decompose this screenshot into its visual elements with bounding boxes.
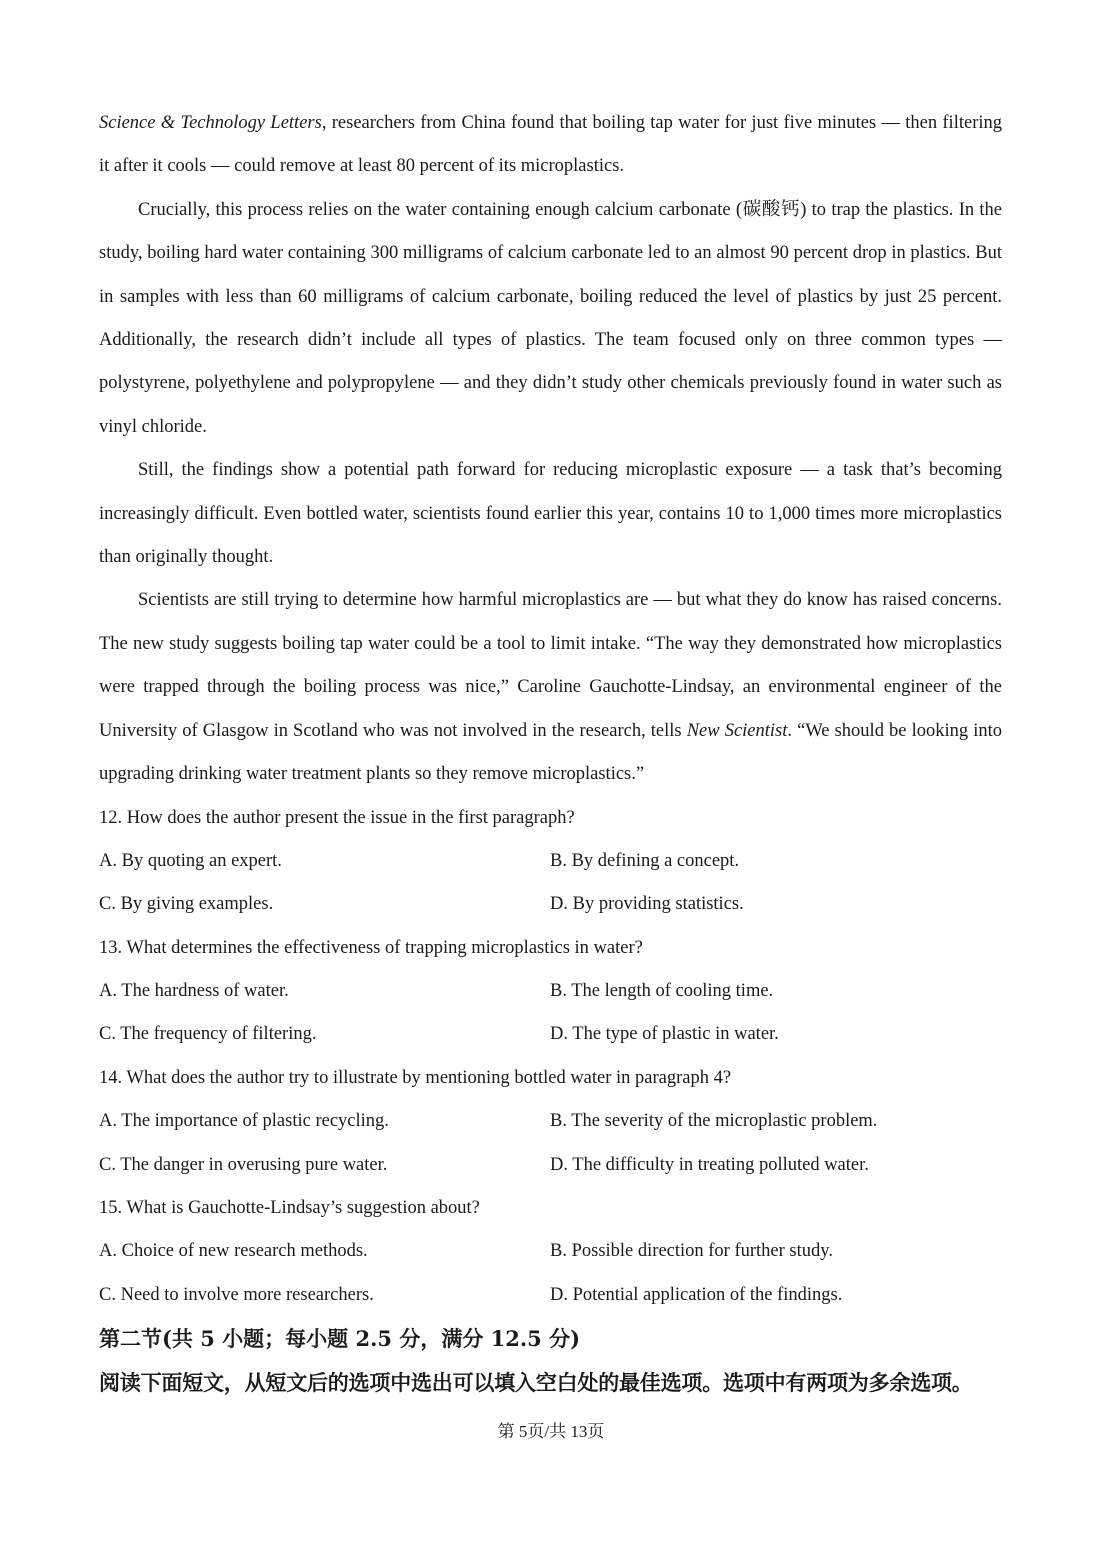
passage-paragraph-3: Still, the findings show a potential path forward for reducing microplastic exposure — a task that’s becoming increasingly difficult. Even bottled water, scientists found earlier this year, contains 10 to 1,000 times more microplastics than originally thought. xyxy=(99,460,1002,568)
option-d: D. By providing statistics. xyxy=(550,894,744,915)
option-row xyxy=(99,1100,1002,1143)
paragraph-4-text-a: Scientists are still trying to determine how harmful microplastics are — but what they do know has raised concerns. The new study suggests boiling tap water could be a tool to limit intake. “The way they demonstrated how microplastics were trapped through the boiling process was nice,” Caroline Gauchotte-Lindsay, an environmental engineer of the University of Glasgow in Scotland who was not involved in the research, tells xyxy=(99,590,1002,741)
option-b: B. By defining a concept. xyxy=(550,850,740,871)
option-c: C. The frequency of filtering. xyxy=(99,1024,317,1045)
exam-page-content xyxy=(99,102,1002,1405)
option-b: B. The severity of the microplastic problem. xyxy=(550,1111,878,1132)
question-stem: 14. What does the author try to illustrate by mentioning bottled water in paragraph 4? xyxy=(99,1067,732,1088)
option-b: B. The length of cooling time. xyxy=(550,981,774,1002)
option-row xyxy=(99,883,1002,926)
paragraph-1-text: , researchers from China found that boiling tap water for just five minutes — then filtering it after it cools — could remove at least 80 percent of its microplastics. xyxy=(99,113,1002,177)
question-13 xyxy=(99,927,1002,1057)
option-c: C. The danger in overusing pure water. xyxy=(99,1154,388,1175)
question-12 xyxy=(99,797,1002,927)
passage-paragraph-1 xyxy=(99,102,1002,189)
passage-paragraph-4 xyxy=(99,579,1002,796)
question-stem: 12. How does the author present the issue in the first paragraph? xyxy=(99,807,575,828)
question-15 xyxy=(99,1187,1002,1317)
magazine-name: New Scientist xyxy=(686,720,788,741)
section-2-instruction: 阅读下面短文，从短文后的选项中选出可以填入空白处的最佳选项。选项中有两项为多余选项。 xyxy=(99,1371,973,1396)
section-2-heading: 第二节(共 5 小题；每小题 2.5 分，满分 12.5 分) xyxy=(99,1326,581,1352)
option-a: A. The importance of plastic recycling. xyxy=(99,1111,389,1132)
option-row xyxy=(99,1230,1002,1273)
option-a: A. By quoting an expert. xyxy=(99,850,282,871)
option-d: D. Potential application of the findings. xyxy=(550,1284,843,1305)
question-stem: 15. What is Gauchotte-Lindsay’s suggestion about? xyxy=(99,1198,480,1219)
option-a: A. The hardness of water. xyxy=(99,981,289,1002)
option-row xyxy=(99,1013,1002,1056)
option-row xyxy=(99,970,1002,1013)
option-row xyxy=(99,1144,1002,1187)
option-row xyxy=(99,840,1002,883)
option-c: C. By giving examples. xyxy=(99,894,274,915)
option-row xyxy=(99,1274,1002,1317)
passage-paragraph-2: Crucially, this process relies on the water containing enough calcium carbonate (碳酸钙) to trap the plastics. In the study, boiling hard water containing 300 milligrams of calcium carbonate led to an almost 90 percent drop in plastics. But in samples with less than 60 milligrams of calcium carbonate, boiling reduced the level of plastics by just 25 percent. Additionally, the research didn’t include all types of plastics. The team focused only on three common types — polystyrene, polyethylene and polypropylene — and they didn’t study other chemicals previously found in water such as vinyl chloride. xyxy=(99,199,1002,437)
option-a: A. Choice of new research methods. xyxy=(99,1241,368,1262)
question-14 xyxy=(99,1057,1002,1187)
option-d: D. The difficulty in treating polluted water. xyxy=(550,1154,869,1175)
option-d: D. The type of plastic in water. xyxy=(550,1024,779,1045)
paragraph-4-text-b: . “We should be looking into upgrading drinking water treatment plants so they remove microplastics.” xyxy=(99,720,1002,785)
option-b: B. Possible direction for further study. xyxy=(550,1241,833,1262)
option-c: C. Need to involve more researchers. xyxy=(99,1284,374,1305)
page-number: 第 5页/共 13页 xyxy=(497,1422,605,1441)
journal-name: Science & Technology Letters xyxy=(99,113,322,133)
question-stem: 13. What determines the effectiveness of trapping microplastics in water? xyxy=(99,937,643,958)
